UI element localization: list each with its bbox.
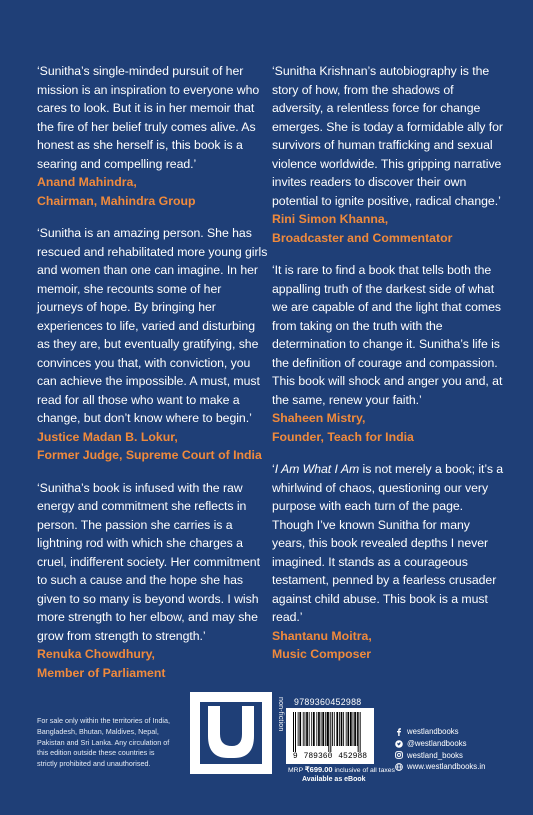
- blurb-quote: [272, 460, 504, 627]
- blurb-role: Chairman, Mahindra Group: [37, 193, 196, 208]
- barcode-bar: [322, 712, 324, 746]
- instagram-icon: [395, 751, 403, 759]
- blurb-role: Founder, Teach for India: [272, 429, 414, 444]
- social-links: [395, 726, 485, 773]
- blurb-quote: ‘It is rare to find a book that tells both the appalling truth of the darkest side of what we are capable of and the light that comes from taking on the truth with the determination to change it. Sunitha’s life is the definition of courage and compassion. This book will shock and anger you and, at the same, renew your faith.’: [272, 263, 503, 407]
- barcode-bar: [311, 712, 312, 746]
- social-handle: @westlandbooks: [407, 738, 467, 748]
- facebook-icon: [395, 728, 403, 736]
- blurb-author: Rini Simon Khanna,: [272, 212, 389, 226]
- barcode-bar: [303, 712, 304, 746]
- social-website[interactable]: [395, 761, 485, 773]
- blurb-role: Music Composer: [272, 647, 372, 661]
- publisher-logo: [190, 692, 272, 774]
- barcode-bar: [339, 712, 340, 746]
- barcode-guard-bar: [328, 712, 329, 752]
- barcode-guard-bar: [330, 712, 331, 752]
- barcode-bar: [350, 712, 352, 746]
- social-facebook[interactable]: [395, 726, 485, 738]
- blurb-author: Anand Mahindra,: [37, 175, 137, 189]
- left-column: [37, 62, 269, 696]
- blurb-moitra: [272, 460, 504, 664]
- barcode-bar: [321, 712, 322, 746]
- barcode-bar: [332, 712, 333, 746]
- barcode-bars: [292, 712, 368, 752]
- blurb-quote: ‘Sunitha’s book is infused with the raw energy and commitment she reflects in person. The passion she carries is a lightning rod with which she charges a cruel, indifferent society. Her commitment to such a cause and the hope she has given to so many is beyond words. I wish more strength to her elbow, and may she grow from strength to strength.’: [37, 480, 260, 643]
- barcode-guard-bar: [293, 712, 294, 752]
- barcode-digit-group: 9: [292, 752, 298, 761]
- social-instagram[interactable]: [395, 750, 485, 762]
- sale-territory-notice: For sale only within the territories of India, Bangladesh, Bhutan, Maldives, Nepal, Pakistan and Sri Lanka. Any circulation of this edition outside these countries is strictly prohibited and unauthorised.: [37, 716, 171, 769]
- blurb-author: Shaheen Mistry,: [272, 411, 366, 425]
- barcode-bar: [313, 712, 315, 746]
- blurb-role: Former Judge, Supreme Court of India: [37, 448, 262, 462]
- ebook-availability: Available as eBook: [302, 776, 366, 783]
- globe-icon: [395, 763, 403, 771]
- blurb-quote: ‘Sunitha is an amazing person. She has rescued and rehabilitated more young girls and women than one can imagine. In her memoir, she recounts some of her journeys of hope. By bringing her experiences to life, varied and disturbing as they are, but eventually gratifying, she convinces you that, with conviction, you can achieve the impossible. A must, must read for all those who want to make a change, but don’t know where to begin.’: [37, 226, 268, 425]
- barcode-bar: [318, 712, 320, 746]
- barcode-bar: [354, 712, 356, 746]
- barcode-bar: [336, 712, 338, 746]
- barcode-bar: [305, 712, 306, 746]
- barcode-bar: [353, 712, 354, 746]
- barcode-digit-group: 452988: [338, 752, 368, 761]
- quote-rest: is not merely a book; it’s a whirlwind of chaos, questioning our very purpose with each turn of the page. Though I’ve known Sunitha for many years, this book revealed depths I never imagined. It stands as a courageous testament, penned by a fearless crusader against child abuse. This book is a must read.’: [272, 462, 504, 624]
- isbn-number: 9789360452988: [294, 697, 362, 707]
- book-title: I Am What I Am: [274, 462, 360, 476]
- blurb-role: Broadcaster and Commentator: [272, 230, 453, 245]
- blurb-khanna: [272, 62, 504, 247]
- barcode-bar: [316, 712, 317, 746]
- tax-note: inclusive of all taxes: [334, 767, 395, 774]
- blurb-author: Justice Madan B. Lokur,: [37, 429, 178, 444]
- category-label: non-fiction: [277, 697, 284, 732]
- right-column: [272, 62, 504, 678]
- barcode-digits: [286, 752, 374, 761]
- twitter-icon: [395, 740, 403, 748]
- barcode-bar: [306, 712, 308, 746]
- blurb-lokur: [37, 224, 269, 465]
- barcode-guard-bar: [358, 712, 359, 752]
- blurb-author: Renuka Chowdhury,: [37, 647, 155, 661]
- blurb-role: Member of Parliament: [37, 665, 166, 680]
- barcode-bar: [346, 712, 347, 746]
- blurb-author: Shantanu Moitra,: [272, 628, 372, 643]
- barcode-bar: [334, 712, 335, 746]
- barcode-guard-bar: [360, 712, 361, 752]
- price-line: [288, 765, 395, 774]
- price-value: ₹699.00: [304, 765, 333, 774]
- quote-open: ‘: [272, 462, 275, 476]
- blurb-mahindra: [37, 62, 269, 210]
- barcode-bar: [347, 712, 349, 746]
- blurb-mistry: [272, 261, 504, 446]
- social-handle: westlandbooks: [407, 727, 459, 736]
- social-handle: westland_books: [407, 750, 463, 760]
- barcode-bar: [357, 712, 358, 746]
- barcode-bar: [343, 712, 344, 746]
- social-handle: www.westlandbooks.in: [407, 762, 486, 772]
- blurb-quote: ‘Sunitha’s single-minded pursuit of her mission is an inspiration to everyone who cares to look. But it is in her memoir that the fire of her belief truly comes alive. As honest as she herself is, this book is a searing and compelling read.’: [37, 64, 260, 171]
- barcode-guard-bar: [295, 712, 296, 752]
- barcode-bar: [298, 712, 299, 746]
- barcode-bar: [299, 712, 301, 746]
- social-twitter[interactable]: [395, 738, 485, 750]
- barcode: [286, 708, 374, 764]
- barcode-digit-group: 789360: [303, 752, 333, 761]
- barcode-bar: [341, 712, 343, 746]
- barcode-bar: [327, 712, 329, 746]
- blurb-chowdhury: [37, 479, 269, 683]
- blurb-quote: ‘Sunitha Krishnan’s autobiography is the story of how, from the shadows of adversity, a relentless force for change emerges. She is today a formidable ally for survivors of human trafficking and sexual violence worldwide. This gripping narrative invites readers to discover their own potential to ignite positive, radical change.’: [272, 64, 503, 208]
- barcode-bar: [325, 712, 326, 746]
- barcode-bar: [309, 712, 310, 746]
- mrp-label: MRP: [288, 767, 303, 774]
